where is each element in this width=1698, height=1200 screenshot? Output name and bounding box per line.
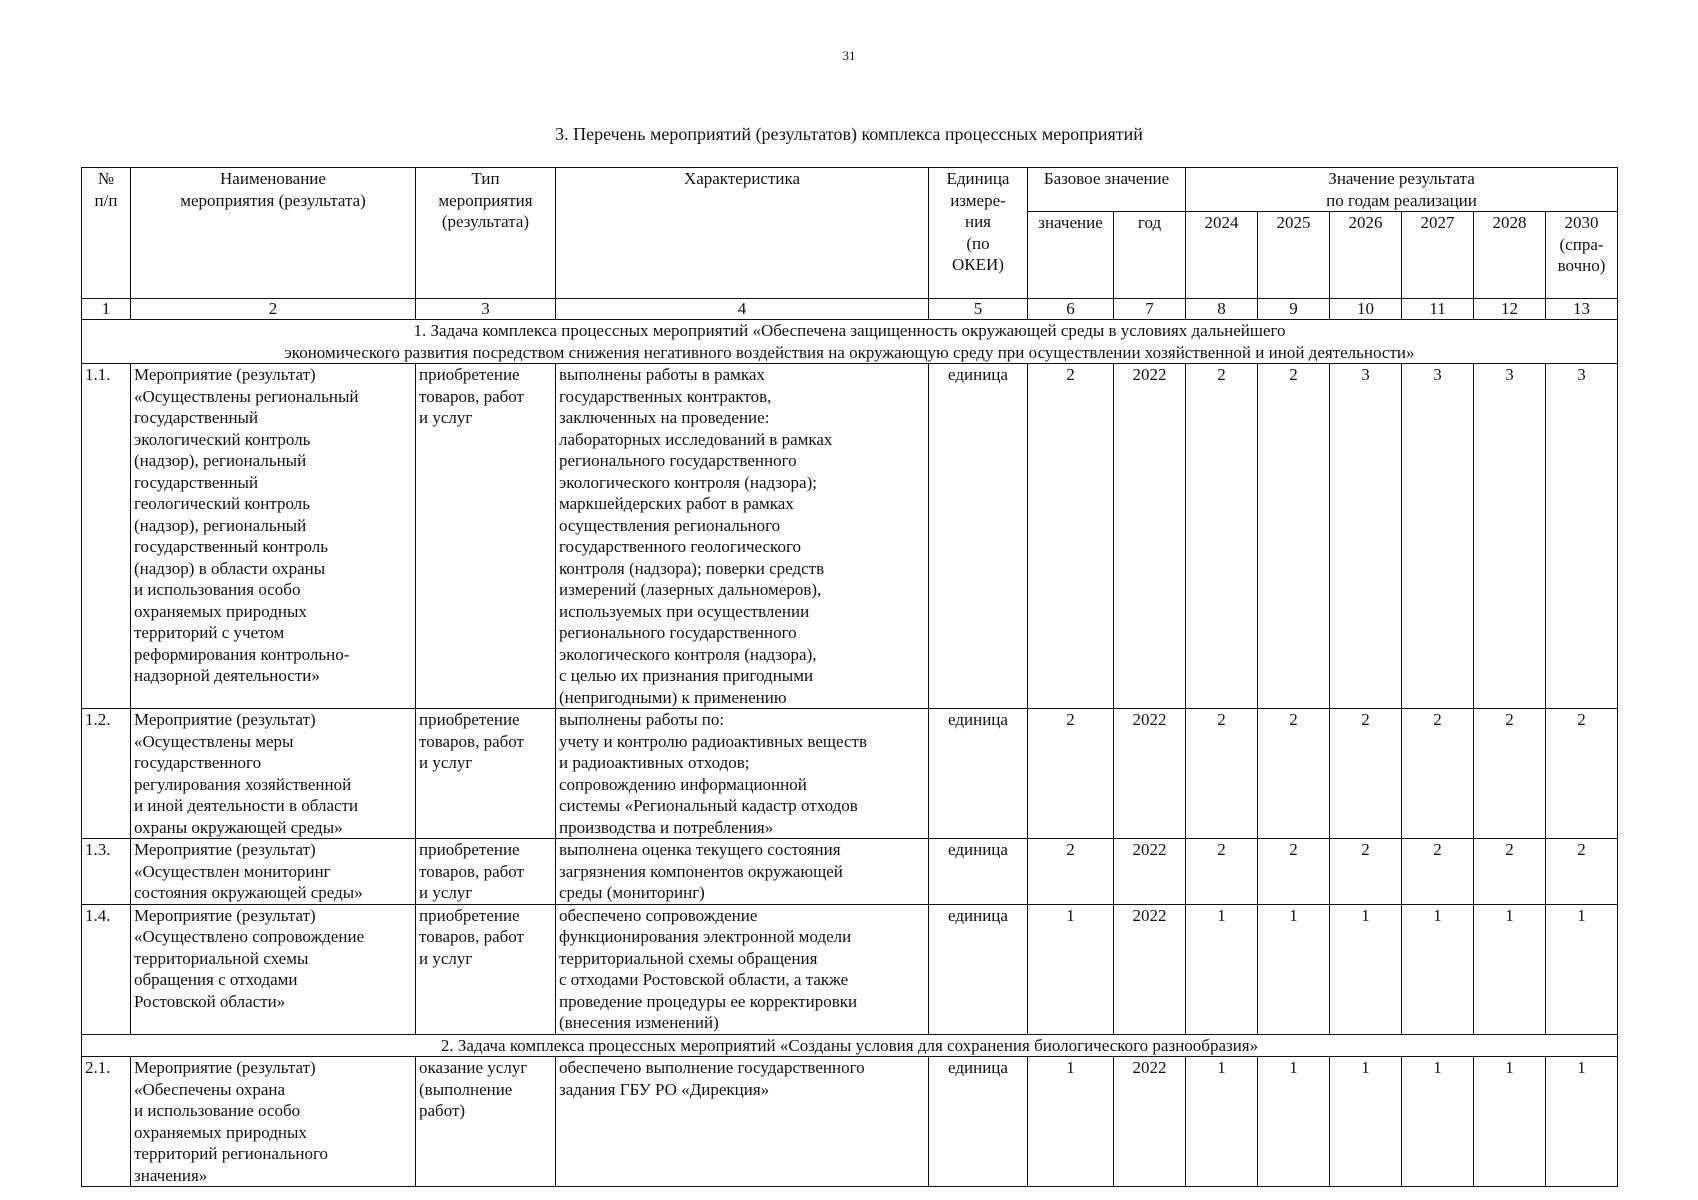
measure-characteristic: выполнены работы по: учету и контролю радиоактивных веществ и радиоактивных отходов; сопровождению информационной системы «Региональный кадастр отходов производства и потребления» xyxy=(556,709,929,839)
header-base-year-sub: год xyxy=(1114,212,1186,299)
header-name: Наименование мероприятия (результата) xyxy=(131,168,416,299)
year-value: 2 xyxy=(1402,839,1474,905)
header-base-value-sub: значение xyxy=(1028,212,1114,299)
year-value: 1 xyxy=(1474,904,1546,1034)
measure-name: Мероприятие (результат) «Осуществлены региональный государственный экологический контроль (надзор), региональный государственный геологический контроль (надзор), региональный государственный контроль (надзор) в области охраны и использования особо охраняемых природных территорий с учетом реформирования контрольно- надзорной деятельности» xyxy=(131,364,416,709)
year-value: 3 xyxy=(1474,364,1546,709)
base-year: 2022 xyxy=(1114,839,1186,905)
year-value: 2 xyxy=(1330,709,1402,839)
column-number: 7 xyxy=(1114,299,1186,320)
year-value: 1 xyxy=(1186,904,1258,1034)
header-year-2025: 2025 xyxy=(1258,212,1330,299)
measure-type: приобретение товаров, работ и услуг xyxy=(416,904,556,1034)
measure-type: приобретение товаров, работ и услуг xyxy=(416,839,556,905)
year-value: 2 xyxy=(1546,839,1618,905)
measure-characteristic: выполнены работы в рамках государственных контрактов, заключенных на проведение: лабораторных исследований в рамках регионального государственного экологического контроля (надзора); маркшейдерских работ в рамках осуществления регионального государственного геологического контроля (надзора); поверки средств измерений (лазерных дальномеров), используемых при осуществлении регионального государственного экологического контроля (надзора), с целью их признания пригодными (непригодными) к применению xyxy=(556,364,929,709)
header-year-2027: 2027 xyxy=(1402,212,1474,299)
measure-characteristic: выполнена оценка текущего состояния загрязнения компонентов окружающей среды (мониторинг) xyxy=(556,839,929,905)
header-num: № п/п xyxy=(82,168,131,299)
measure-type: приобретение товаров, работ и услуг xyxy=(416,364,556,709)
base-year: 2022 xyxy=(1114,904,1186,1034)
measure-type: приобретение товаров, работ и услуг xyxy=(416,709,556,839)
row-num: 2.1. xyxy=(82,1057,131,1187)
column-number: 5 xyxy=(929,299,1028,320)
column-number: 11 xyxy=(1402,299,1474,320)
column-number: 2 xyxy=(131,299,416,320)
header-characteristic: Характеристика xyxy=(556,168,929,299)
measure-name: Мероприятие (результат) «Осуществлены меры государственного регулирования хозяйственной и иной деятельности в области охраны окружающей среды» xyxy=(131,709,416,839)
year-value: 2 xyxy=(1474,839,1546,905)
year-value: 2 xyxy=(1186,709,1258,839)
year-value: 1 xyxy=(1402,1057,1474,1187)
measure-characteristic: обеспечено сопровождение функционирования электронной модели территориальной схемы обращения с отходами Ростовской области, а также проведение процедуры ее корректировки (внесения изменений) xyxy=(556,904,929,1034)
header-year-2024: 2024 xyxy=(1186,212,1258,299)
column-number: 13 xyxy=(1546,299,1618,320)
page-number: 31 xyxy=(842,48,856,63)
column-number: 12 xyxy=(1474,299,1546,320)
year-value: 1 xyxy=(1186,1057,1258,1187)
task-row-2 xyxy=(82,1034,1618,1057)
year-value: 2 xyxy=(1330,839,1402,905)
header-base-value: Базовое значение xyxy=(1028,168,1186,212)
year-value: 1 xyxy=(1402,904,1474,1034)
row-num: 1.1. xyxy=(82,364,131,709)
header-year-2028: 2028 xyxy=(1474,212,1546,299)
year-value: 1 xyxy=(1258,904,1330,1034)
header-type: Тип мероприятия (результата) xyxy=(416,168,556,299)
column-number: 1 xyxy=(82,299,131,320)
table-row xyxy=(82,839,1618,905)
table-row xyxy=(82,1057,1618,1187)
base-value: 1 xyxy=(1028,1057,1114,1187)
measure-name: Мероприятие (результат) «Осуществлен мониторинг состояния окружающей среды» xyxy=(131,839,416,905)
measure-name: Мероприятие (результат) «Обеспечены охрана и использование особо охраняемых природных территорий регионального значения» xyxy=(131,1057,416,1187)
measures-table xyxy=(81,167,1618,1187)
year-value: 2 xyxy=(1258,364,1330,709)
task-2-rows xyxy=(82,1057,1618,1187)
task-1-rows xyxy=(82,364,1618,1035)
measure-name: Мероприятие (результат) «Осуществлено сопровождение территориальной схемы обращения с отходами Ростовской области» xyxy=(131,904,416,1034)
base-year: 2022 xyxy=(1114,709,1186,839)
year-value: 2 xyxy=(1474,709,1546,839)
base-value: 2 xyxy=(1028,364,1114,709)
row-num: 1.4. xyxy=(82,904,131,1034)
measure-type: оказание услуг (выполнение работ) xyxy=(416,1057,556,1187)
base-value: 1 xyxy=(1028,904,1114,1034)
column-number: 4 xyxy=(556,299,929,320)
column-number: 6 xyxy=(1028,299,1114,320)
row-num: 1.3. xyxy=(82,839,131,905)
year-value: 2 xyxy=(1402,709,1474,839)
base-year: 2022 xyxy=(1114,364,1186,709)
year-value: 1 xyxy=(1258,1057,1330,1187)
column-number: 8 xyxy=(1186,299,1258,320)
table-row xyxy=(82,364,1618,709)
year-value: 1 xyxy=(1330,1057,1402,1187)
year-value: 3 xyxy=(1330,364,1402,709)
base-year: 2022 xyxy=(1114,1057,1186,1187)
task-1-title: 1. Задача комплекса процессных мероприятий «Обеспечена защищенность окружающей среды в условиях дальнейшего экономического развития посредством снижения негативного воздействия на окружающую среду при осуществлении хозяйственной и иной деятельности» xyxy=(82,320,1618,364)
year-value: 2 xyxy=(1546,709,1618,839)
unit: единица xyxy=(929,904,1028,1034)
year-value: 2 xyxy=(1258,839,1330,905)
year-value: 2 xyxy=(1186,364,1258,709)
column-number: 9 xyxy=(1258,299,1330,320)
year-value: 1 xyxy=(1474,1057,1546,1187)
document-title: 3. Перечень мероприятий (результатов) комплекса процессных мероприятий xyxy=(555,124,1143,144)
column-number: 3 xyxy=(416,299,556,320)
header-year-2026: 2026 xyxy=(1330,212,1402,299)
header-unit: Единица измере- ния (по ОКЕИ) xyxy=(929,168,1028,299)
year-value: 2 xyxy=(1186,839,1258,905)
base-value: 2 xyxy=(1028,709,1114,839)
column-number: 10 xyxy=(1330,299,1402,320)
year-value: 3 xyxy=(1402,364,1474,709)
year-value: 2 xyxy=(1258,709,1330,839)
year-value: 3 xyxy=(1546,364,1618,709)
unit: единица xyxy=(929,1057,1028,1187)
table-row xyxy=(82,709,1618,839)
unit: единица xyxy=(929,709,1028,839)
task-row-1 xyxy=(82,320,1618,364)
header-result-value: Значение результата по годам реализации xyxy=(1186,168,1618,212)
unit: единица xyxy=(929,839,1028,905)
row-num: 1.2. xyxy=(82,709,131,839)
table-row xyxy=(82,904,1618,1034)
unit: единица xyxy=(929,364,1028,709)
year-value: 1 xyxy=(1330,904,1402,1034)
year-value: 1 xyxy=(1546,1057,1618,1187)
task-2-title: 2. Задача комплекса процессных мероприятий «Созданы условия для сохранения биологического разнообразия» xyxy=(82,1034,1618,1057)
base-value: 2 xyxy=(1028,839,1114,905)
year-value: 1 xyxy=(1546,904,1618,1034)
column-number-row xyxy=(82,299,1618,320)
header-year-2030: 2030 (спра- вочно) xyxy=(1546,212,1618,299)
header-row-1 xyxy=(82,168,1618,212)
measure-characteristic: обеспечено выполнение государственного задания ГБУ РО «Дирекция» xyxy=(556,1057,929,1187)
